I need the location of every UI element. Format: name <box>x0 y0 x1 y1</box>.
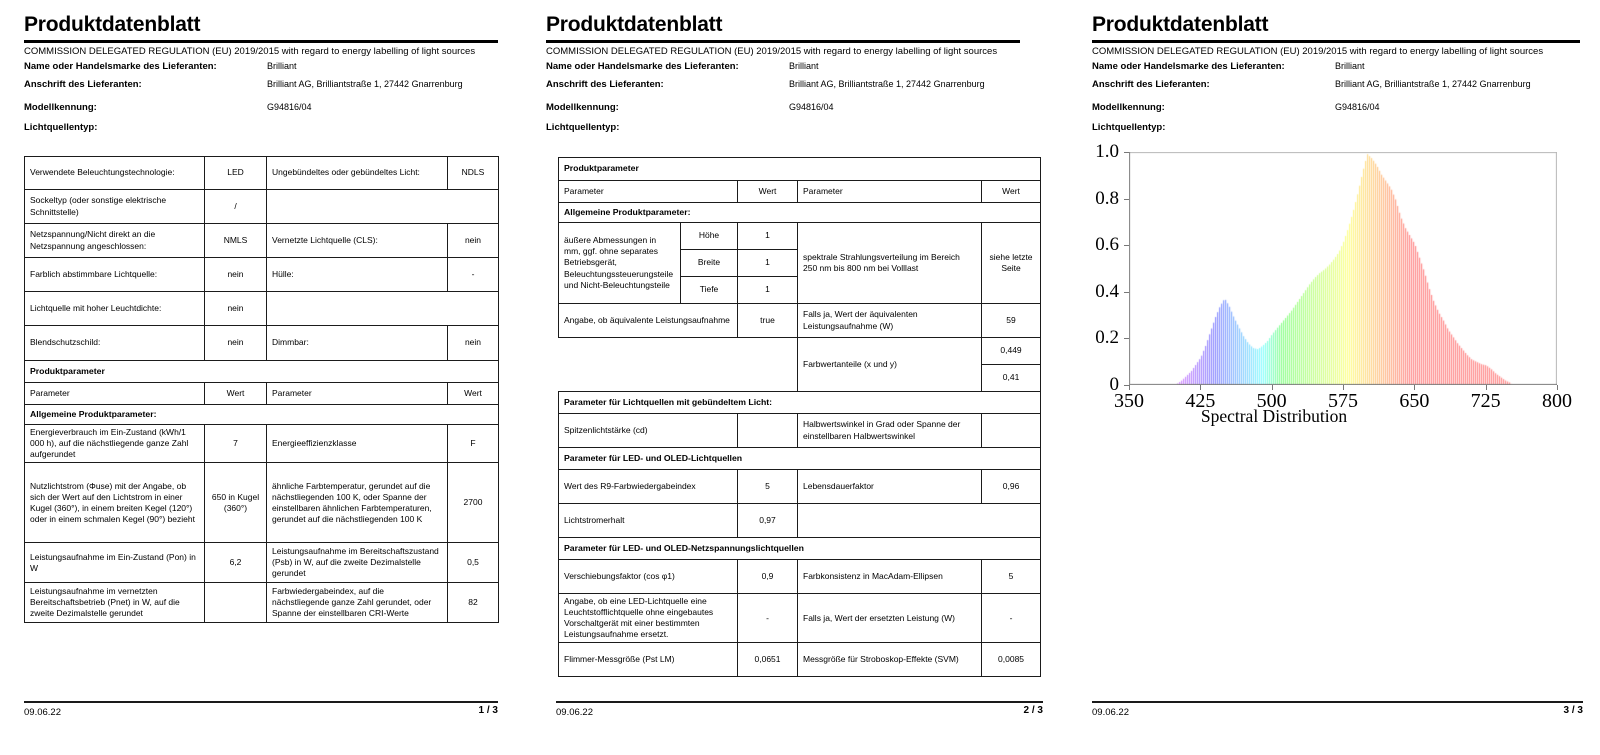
dimension-label-cell: Tiefe <box>681 277 738 304</box>
value-cell: 7 <box>205 425 267 463</box>
value-cell: 1 <box>738 250 798 277</box>
value-cell: 0,0085 <box>982 643 1041 677</box>
value-cell: nein <box>205 292 267 326</box>
value-cell: 82 <box>448 583 499 623</box>
param-cell: Halbwertswinkel in Grad oder Spanne der einstellbaren Halbwertswinkel <box>798 414 982 448</box>
param-cell: Vernetzte Lichtquelle (CLS): <box>267 224 448 258</box>
value-cell <box>738 414 798 448</box>
value-cell: nein <box>448 326 499 361</box>
param-cell: Leistungsaufnahme im vernetzten Bereitschaftsbetrieb (Pnet) in W, auf die zweite Dezimalstelle gerundet <box>25 583 205 623</box>
param-cell: Lebensdauerfaktor <box>798 470 982 504</box>
x-axis-tick-label: 425 <box>1185 390 1216 412</box>
param-cell: Flimmer-Messgröße (Pst LM) <box>559 643 738 677</box>
document-page-3 <box>1056 0 1600 755</box>
param-cell: Verwendete Beleuchtungstechnologie: <box>25 157 205 190</box>
supplier-address-label: Anschrift des Lieferanten: <box>1092 79 1210 90</box>
value-cell: 0,0651 <box>738 643 798 677</box>
model-id-value: G94816/04 <box>1335 102 1380 112</box>
y-axis-tick <box>1124 199 1129 200</box>
regulation-subtitle: COMMISSION DELEGATED REGULATION (EU) 2019/2015 with regard to energy labelling of light sources <box>1092 46 1544 57</box>
param-cell: Falls ja, Wert der äquivalenten Leistungsaufnahme (W) <box>798 304 982 338</box>
value-cell: siehe letzte Seite <box>982 223 1041 304</box>
column-header: Parameter <box>559 181 738 203</box>
param-cell: Hülle: <box>267 258 448 292</box>
param-cell: Energieverbrauch im Ein-Zustand (kWh/1 000 h), auf die nächstliegende ganze Zahl aufgerundet <box>25 425 205 463</box>
section-header: Parameter für Lichtquellen mit gebündeltem Licht: <box>559 392 1041 414</box>
y-axis-tick-label: 0.8 <box>1095 187 1119 209</box>
param-cell: Nutzlichtstrom (Φuse) mit der Angabe, ob sich der Wert auf den Lichtstrom in einer Kugel (360°), in einem breiten Kegel (120°) oder in einem schmalen Kegel (90°) bezieht <box>25 463 205 543</box>
param-cell: Farbwiedergabeindex, auf die nächstliegende ganze Zahl gerundet, oder Spanne der einstellbaren CRI-Werte <box>267 583 448 623</box>
y-axis-tick-label: 1.0 <box>1095 141 1119 162</box>
supplier-name-value: Brilliant <box>789 61 819 71</box>
section-header: Parameter für LED- und OLED-Netzspannungslichtquellen <box>559 538 1041 560</box>
param-cell: Lichtquelle mit hoher Leuchtdichte: <box>25 292 205 326</box>
value-cell: - <box>738 594 798 643</box>
section-header: Allgemeine Produktparameter: <box>25 405 499 425</box>
param-cell: Leistungsaufnahme im Bereitschaftszustand (Psb) in W, auf die zweite Dezimalstelle gerundet <box>267 543 448 583</box>
param-cell: Farbwertanteile (x und y) <box>798 338 982 392</box>
param-cell: Farbkonsistenz in MacAdam-Ellipsen <box>798 560 982 594</box>
supplier-name-value: Brilliant <box>267 61 297 71</box>
param-cell: Wert des R9-Farbwiedergabeindex <box>559 470 738 504</box>
x-axis-tick-label: 650 <box>1399 390 1430 412</box>
x-axis-tick <box>1557 385 1558 390</box>
column-header: Wert <box>205 383 267 405</box>
value-cell: nein <box>448 224 499 258</box>
dimension-label-cell: Höhe <box>681 223 738 250</box>
value-cell: LED <box>205 157 267 190</box>
model-id-label: Modellkennung: <box>1092 102 1165 113</box>
value-cell: F <box>448 425 499 463</box>
regulation-subtitle: COMMISSION DELEGATED REGULATION (EU) 2019/2015 with regard to energy labelling of light sources <box>24 46 476 57</box>
value-cell: 1 <box>738 277 798 304</box>
supplier-name-label: Name oder Handelsmarke des Lieferanten: <box>546 61 739 72</box>
blank-region <box>559 338 798 392</box>
model-id-label: Modellkennung: <box>24 102 97 113</box>
value-cell: 59 <box>982 304 1041 338</box>
param-cell: Falls ja, Wert der ersetzten Leistung (W) <box>798 594 982 643</box>
x-axis-tick <box>1486 385 1487 390</box>
y-axis-tick-label: 0 <box>1109 374 1119 395</box>
x-axis-tick-label: 725 <box>1470 390 1501 412</box>
value-cell: 6,2 <box>205 543 267 583</box>
x-axis-tick-label: 575 <box>1328 390 1358 412</box>
supplier-address-label: Anschrift des Lieferanten: <box>546 79 664 90</box>
page-title: Produktdatenblatt <box>1092 13 1269 36</box>
value-cell <box>982 414 1041 448</box>
title-rule <box>24 40 498 43</box>
column-header: Parameter <box>25 383 205 405</box>
x-axis-tick <box>1343 385 1344 390</box>
value-cell: 0,9 <box>738 560 798 594</box>
supplier-name-label: Name oder Handelsmarke des Lieferanten: <box>1092 61 1285 72</box>
footer-rule <box>1092 701 1583 703</box>
y-axis-tick-label: 0.6 <box>1095 234 1119 256</box>
x-axis-tick <box>1272 385 1273 390</box>
value-cell: - <box>982 594 1041 643</box>
param-cell: äußere Abmessungen in mm, ggf. ohne separates Betriebsgerät, Beleuchtungssteuerungsteile und Nicht-Beleuchtungsteile <box>559 223 681 304</box>
value-cell <box>205 583 267 623</box>
param-cell: Ungebündeltes oder gebündeltes Licht: <box>267 157 448 190</box>
document-page-2 <box>523 0 1056 755</box>
value-cell: 1 <box>738 223 798 250</box>
page-title: Produktdatenblatt <box>24 13 201 36</box>
model-id-label: Modellkennung: <box>546 102 619 113</box>
value-cell: 2700 <box>448 463 499 543</box>
value-cell: 0,5 <box>448 543 499 583</box>
footer-page-number: 1 / 3 <box>478 705 498 716</box>
column-header: Wert <box>738 181 798 203</box>
dimension-label-cell: Breite <box>681 250 738 277</box>
product-parameters-table-2 <box>558 157 1041 677</box>
param-cell: Sockeltyp (oder sonstige elektrische Schnittstelle) <box>25 190 205 224</box>
x-axis-tick-label: 500 <box>1256 390 1287 412</box>
param-cell: ähnliche Farbtemperatur, gerundet auf die nächstliegenden 100 K, oder Spanne der einstellbaren ähnlichen Farbtemperaturen, gerundet auf die nächstliegenden 100 K <box>267 463 448 543</box>
section-header: Parameter für LED- und OLED-Lichtquellen <box>559 448 1041 470</box>
supplier-address-value: Brilliant AG, Brilliantstraße 1, 27442 Gnarrenburg <box>789 79 985 89</box>
footer-date: 09.06.22 <box>556 707 593 718</box>
value-cell: 0,96 <box>982 470 1041 504</box>
regulation-subtitle: COMMISSION DELEGATED REGULATION (EU) 2019/2015 with regard to energy labelling of light sources <box>546 46 998 57</box>
footer-page-number: 2 / 3 <box>1023 705 1043 716</box>
chart-title: Spectral Distribution <box>1200 406 1348 426</box>
supplier-name-label: Name oder Handelsmarke des Lieferanten: <box>24 61 217 72</box>
param-cell: Spitzenlichtstärke (cd) <box>559 414 738 448</box>
product-parameters-table <box>24 360 499 623</box>
supplier-address-value: Brilliant AG, Brilliantstraße 1, 27442 Gnarrenburg <box>267 79 463 89</box>
param-cell: spektrale Strahlungsverteilung im Bereich 250 nm bis 800 nm bei Volllast <box>798 223 982 304</box>
supplier-address-value: Brilliant AG, Brilliantstraße 1, 27442 Gnarrenburg <box>1335 79 1531 89</box>
section-header: Produktparameter <box>25 361 499 383</box>
param-cell: Netzspannung/Nicht direkt an die Netzspannung angeschlossen: <box>25 224 205 258</box>
empty-cell <box>798 504 1041 538</box>
value-cell: 5 <box>738 470 798 504</box>
model-id-value: G94816/04 <box>267 102 312 112</box>
page-title: Produktdatenblatt <box>546 13 723 36</box>
value-cell: 650 in Kugel (360°) <box>205 463 267 543</box>
empty-cell <box>267 190 499 224</box>
value-cell: 0,97 <box>738 504 798 538</box>
param-cell: Energieeffizienzklasse <box>267 425 448 463</box>
footer-rule <box>24 701 498 703</box>
y-axis-tick-label: 0.4 <box>1095 280 1119 302</box>
supplier-address-label: Anschrift des Lieferanten: <box>24 79 142 90</box>
section-header: Produktparameter <box>559 158 1041 181</box>
x-axis-tick <box>1129 385 1130 390</box>
light-source-type-label: Lichtquellentyp: <box>1092 122 1166 133</box>
column-header: Parameter <box>798 181 982 203</box>
param-cell: Verschiebungsfaktor (cos φ1) <box>559 560 738 594</box>
footer-page-number: 3 / 3 <box>1563 705 1583 716</box>
param-cell: Dimmbar: <box>267 326 448 361</box>
footer-rule <box>556 701 1043 703</box>
value-cell: 5 <box>982 560 1041 594</box>
general-properties-table <box>24 156 499 361</box>
param-cell: Leistungsaufnahme im Ein-Zustand (Pon) in W <box>25 543 205 583</box>
document-page-1 <box>0 0 523 755</box>
footer-date: 09.06.22 <box>1092 707 1129 718</box>
value-cell: 0,41 <box>982 365 1041 392</box>
y-axis-tick <box>1124 292 1129 293</box>
column-header: Wert <box>982 181 1041 203</box>
light-source-type-label: Lichtquellentyp: <box>546 122 620 133</box>
value-cell: nein <box>205 326 267 361</box>
param-cell: Angabe, ob eine LED-Lichtquelle eine Leuchtstofflichtquelle ohne eingebautes Vorschaltgerät mit einer bestimmten Leistungsaufnahme ersetzt. <box>559 594 738 643</box>
param-cell: Angabe, ob äquivalente Leistungsaufnahme <box>559 304 738 338</box>
column-header: Parameter <box>267 383 448 405</box>
value-cell: NDLS <box>448 157 499 190</box>
x-axis-tick-label: 350 <box>1114 390 1144 412</box>
value-cell: - <box>448 258 499 292</box>
x-axis-tick-label: 800 <box>1542 390 1572 412</box>
y-axis-tick <box>1124 338 1129 339</box>
value-cell: 0,449 <box>982 338 1041 365</box>
spectral-distribution-plot <box>1129 152 1557 385</box>
x-axis-tick <box>1414 385 1415 390</box>
x-axis-tick <box>1200 385 1201 390</box>
model-id-value: G94816/04 <box>789 102 834 112</box>
value-cell: / <box>205 190 267 224</box>
value-cell: true <box>738 304 798 338</box>
param-cell: Lichtstromerhalt <box>559 504 738 538</box>
title-rule <box>1092 40 1580 43</box>
empty-cell <box>267 292 499 326</box>
y-axis-tick-label: 0.2 <box>1095 327 1119 349</box>
title-rule <box>546 40 1020 43</box>
supplier-name-value: Brilliant <box>1335 61 1365 71</box>
param-cell: Messgröße für Stroboskop-Effekte (SVM) <box>798 643 982 677</box>
section-header: Allgemeine Produktparameter: <box>559 203 1041 223</box>
value-cell: nein <box>205 258 267 292</box>
column-header: Wert <box>448 383 499 405</box>
value-cell: NMLS <box>205 224 267 258</box>
y-axis-tick <box>1124 245 1129 246</box>
footer-date: 09.06.22 <box>24 707 61 718</box>
light-source-type-label: Lichtquellentyp: <box>24 122 98 133</box>
y-axis-tick <box>1124 152 1129 153</box>
spectral-distribution-chart <box>1129 152 1557 385</box>
param-cell: Blendschutzschild: <box>25 326 205 361</box>
param-cell: Farblich abstimmbare Lichtquelle: <box>25 258 205 292</box>
